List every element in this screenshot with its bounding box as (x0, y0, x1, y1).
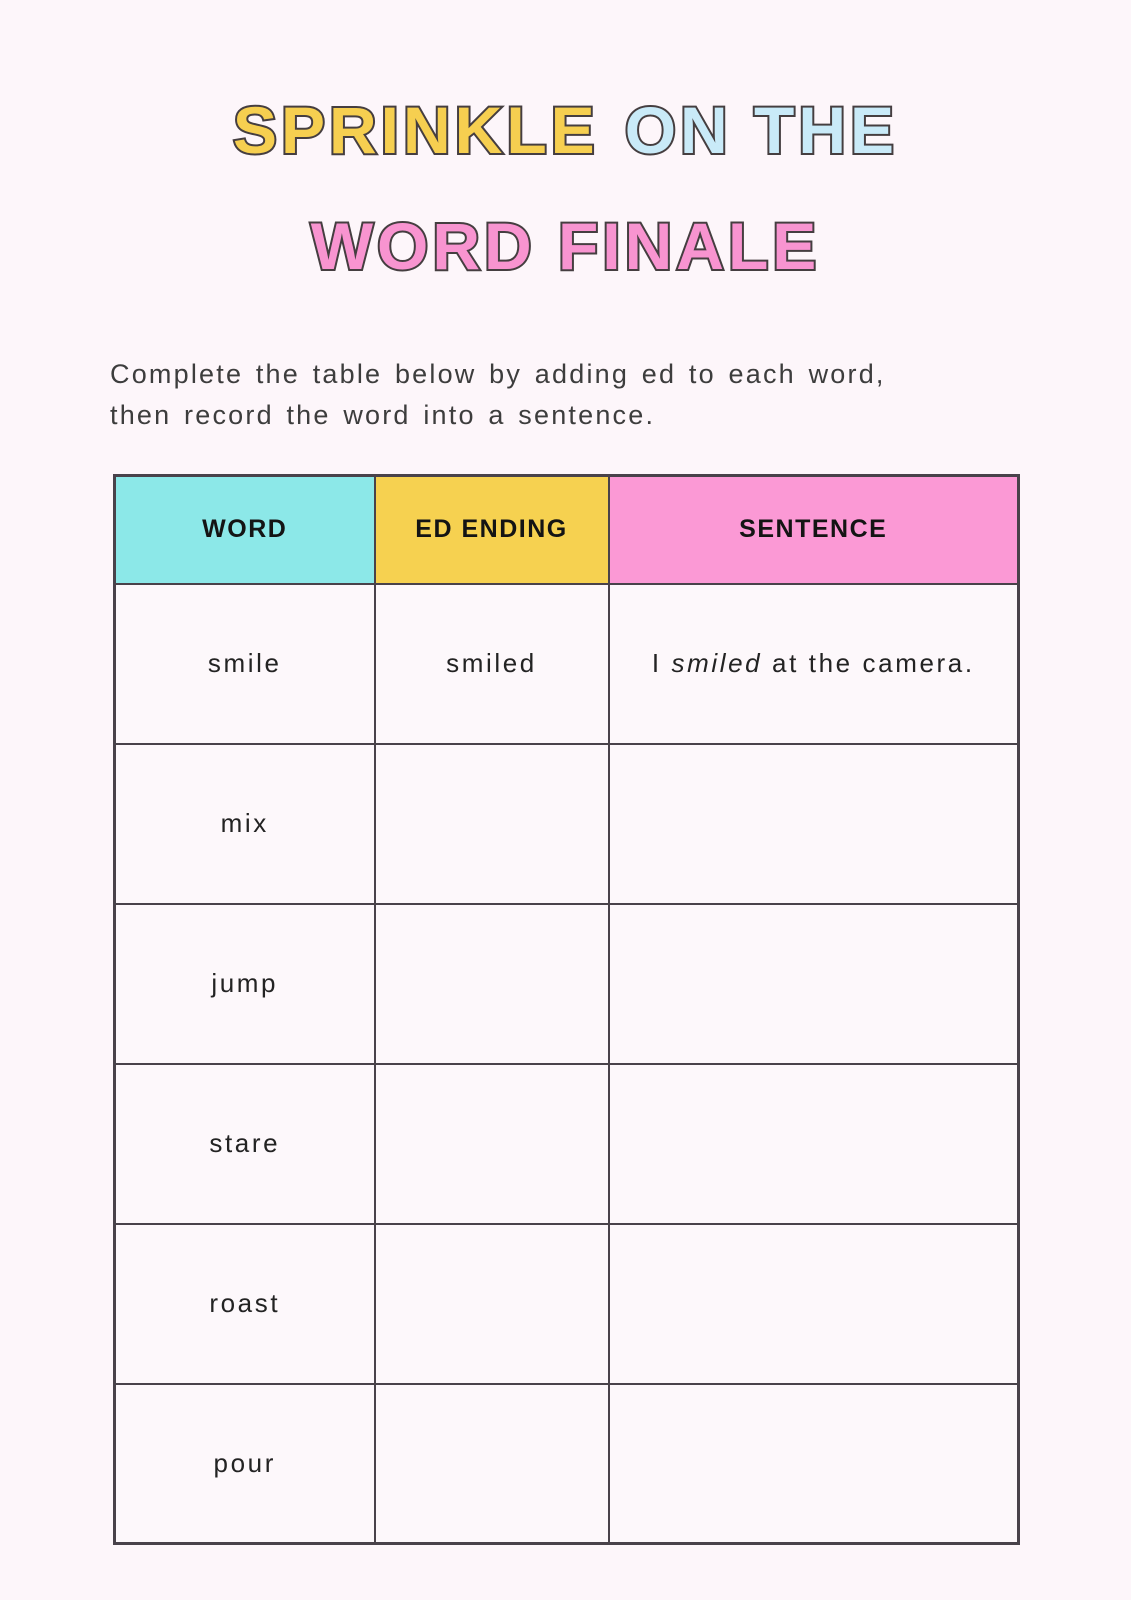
table-header-row (115, 476, 1019, 584)
title-word-finale: WORD FINALE (310, 209, 821, 283)
ed-ending-cell[interactable] (375, 1384, 609, 1544)
page-title (0, 0, 1131, 310)
word-cell: jump (115, 904, 375, 1064)
ed-ending-cell[interactable] (375, 1064, 609, 1224)
title-word-sprinkle: SPRINKLE (232, 93, 599, 167)
column-header-ed-ending: ED ENDING (375, 476, 609, 584)
table-body (115, 584, 1019, 1544)
table-row (115, 584, 1019, 744)
table-row (115, 904, 1019, 1064)
table-row (115, 1064, 1019, 1224)
worksheet-table (113, 474, 1020, 1545)
word-cell: roast (115, 1224, 375, 1384)
word-cell: pour (115, 1384, 375, 1544)
column-header-sentence: SENTENCE (609, 476, 1019, 584)
sentence-cell[interactable] (609, 1384, 1019, 1544)
title-line-1 (0, 78, 1131, 194)
ed-ending-cell[interactable] (375, 1224, 609, 1384)
title-line-2 (0, 194, 1131, 310)
sentence-cell[interactable] (609, 904, 1019, 1064)
sentence-cell[interactable] (609, 1224, 1019, 1384)
ed-ending-cell[interactable]: smiled (375, 584, 609, 744)
sentence-cell[interactable] (609, 744, 1019, 904)
ed-ending-cell[interactable] (375, 744, 609, 904)
word-cell: stare (115, 1064, 375, 1224)
instructions-line-2: then record the word into a sentence. (110, 400, 656, 430)
sentence-cell[interactable] (609, 1064, 1019, 1224)
word-cell: smile (115, 584, 375, 744)
word-cell: mix (115, 744, 375, 904)
table-row (115, 744, 1019, 904)
sentence-cell[interactable] (609, 584, 1019, 744)
instructions-text (110, 354, 1031, 436)
instructions-line-1: Complete the table below by adding ed to each word, (110, 359, 886, 389)
title-word-on-the: ON THE (624, 93, 899, 167)
ed-ending-cell[interactable] (375, 904, 609, 1064)
sentence-text: at the camera. (762, 648, 975, 678)
sentence-text: I (651, 648, 672, 678)
table-row (115, 1384, 1019, 1544)
table-row (115, 1224, 1019, 1384)
column-header-word: WORD (115, 476, 375, 584)
sentence-italic-word: smiled (671, 648, 763, 678)
